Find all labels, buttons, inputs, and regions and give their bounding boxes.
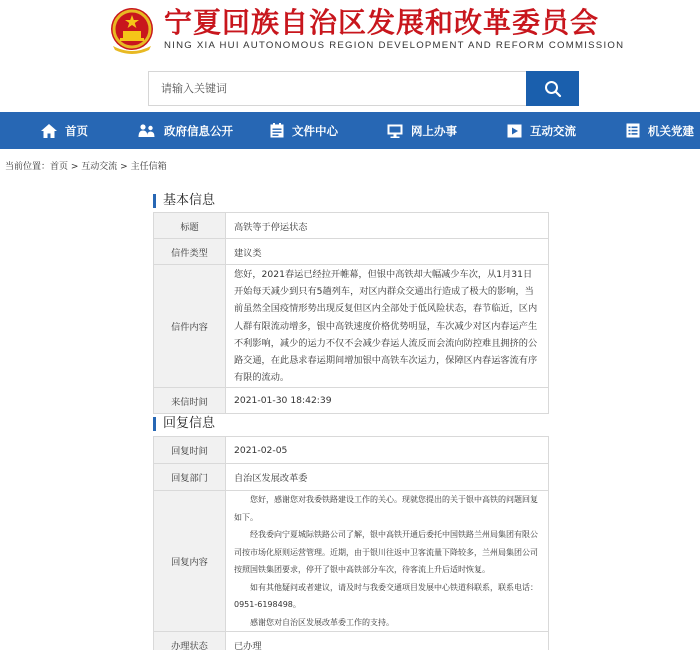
site-header: [0, 0, 700, 112]
reply-content-value: [226, 491, 549, 632]
letter-type-label: 信件类型: [154, 239, 226, 265]
reply-paragraph: 经我委向宁夏城际铁路公司了解，银中高铁开通后委托中国铁路兰州局集团有限公司按市场化原则运营管理。近期，由于银川往返中卫客流量下降较多，兰州局集团公司按照国铁集团要求，停开了银中高铁部分车次，待客流上升后适时恢复。: [234, 530, 538, 574]
nav-item-label: 机关党建: [648, 123, 694, 138]
people-icon: [138, 124, 156, 138]
status-value: 已办理: [226, 632, 549, 650]
search-button[interactable]: [526, 71, 579, 106]
home-icon: [41, 124, 57, 138]
letter-content-value: 您好，2021春运已经拉开帷幕，但银中高铁却大幅减少车次，从1月31日开始每天减少到只有5趟列车，对区内群众交通出行造成了极大的影响，当前虽然全国疫情形势出现反复但区内全部处于低风险状态，春节临近，区内人群有限流动增多，银中高铁速度价格优势明显，车次减少对区内春运产生不利影响，减少的运力不仅不会减少春运人流反而会流向防控难且拥挤的公路交通，在此恳求春运期间增加银中高铁车次运力，保障区内春运客流有序有限的流动。: [234, 269, 538, 384]
table-row: [154, 213, 549, 239]
table-row: [154, 437, 549, 464]
reply-time-label: 回复时间: [154, 437, 226, 464]
letter-time-value: 2021-01-30 18:42:39: [226, 388, 549, 414]
site-title: 宁夏回族自治区发展和改革委员会: [164, 6, 600, 39]
list-icon: [626, 123, 640, 138]
letter-time-label: 来信时间: [154, 388, 226, 414]
breadcrumb-separator: >: [117, 162, 131, 172]
nav-item-online-services[interactable]: [387, 112, 457, 149]
monitor-icon: [387, 124, 403, 138]
reply-dept-value: 自治区发展改革委: [226, 464, 549, 491]
table-row: [154, 239, 549, 265]
title-label: 标题: [154, 213, 226, 239]
table-row: [154, 632, 549, 650]
reply-paragraph: 感谢您对自治区发展改革委工作的支持。: [250, 617, 394, 627]
search-input[interactable]: [148, 71, 526, 106]
document-icon: [270, 123, 284, 138]
breadcrumb-director-mailbox[interactable]: 主任信箱: [130, 162, 167, 172]
table-row: [154, 464, 549, 491]
nav-item-label: 文件中心: [292, 123, 338, 138]
nav-item-gov-info[interactable]: [138, 112, 233, 149]
breadcrumb-home[interactable]: 首页: [50, 162, 69, 172]
letter-type-value: 建议类: [226, 239, 549, 265]
nav-item-label: 首页: [65, 123, 88, 138]
nav-item-party-building[interactable]: [626, 112, 694, 149]
basic-info-table: [153, 212, 549, 414]
national-emblem-icon: [107, 6, 157, 54]
main-nav: [0, 112, 700, 149]
breadcrumb-prefix: 当前位置：: [5, 162, 51, 172]
nav-item-documents[interactable]: [270, 112, 338, 149]
reply-content-label: 回复内容: [154, 491, 226, 632]
nav-item-label: 政府信息公开: [164, 123, 233, 138]
breadcrumb-interaction[interactable]: 互动交流: [81, 162, 118, 172]
reply-info-table: [153, 436, 549, 650]
nav-item-label: 互动交流: [530, 123, 576, 138]
breadcrumb-separator: >: [68, 162, 82, 172]
breadcrumb: [5, 159, 167, 172]
status-label: 办理状态: [154, 632, 226, 650]
table-row: [154, 265, 549, 388]
play-icon: [507, 124, 522, 138]
search-icon: [544, 80, 562, 98]
basic-info-heading: 基本信息: [153, 194, 215, 208]
letter-content-cell: [226, 265, 549, 388]
reply-time-value: 2021-02-05: [226, 437, 549, 464]
nav-item-interaction[interactable]: [507, 112, 576, 149]
letter-content-label: 信件内容: [154, 265, 226, 388]
reply-paragraph: 您好，感谢您对我委铁路建设工作的关心。现就您提出的关于银中高铁的问题回复如下。: [234, 495, 538, 522]
reply-dept-label: 回复部门: [154, 464, 226, 491]
site-subtitle: NING XIA HUI AUTONOMOUS REGION DEVELOPMENT AND REFORM COMMISSION: [164, 40, 625, 51]
nav-item-label: 网上办事: [411, 123, 457, 138]
nav-item-home[interactable]: [41, 112, 88, 149]
reply-paragraph: 如有其他疑问或者建议，请及时与我委交通项目发展中心铁道科联系，联系电话：0951-6198498。: [234, 582, 538, 609]
table-row: [154, 388, 549, 414]
reply-info-heading: 回复信息: [153, 417, 215, 431]
title-value: 高铁等于停运状态: [226, 213, 549, 239]
table-row: [154, 491, 549, 632]
